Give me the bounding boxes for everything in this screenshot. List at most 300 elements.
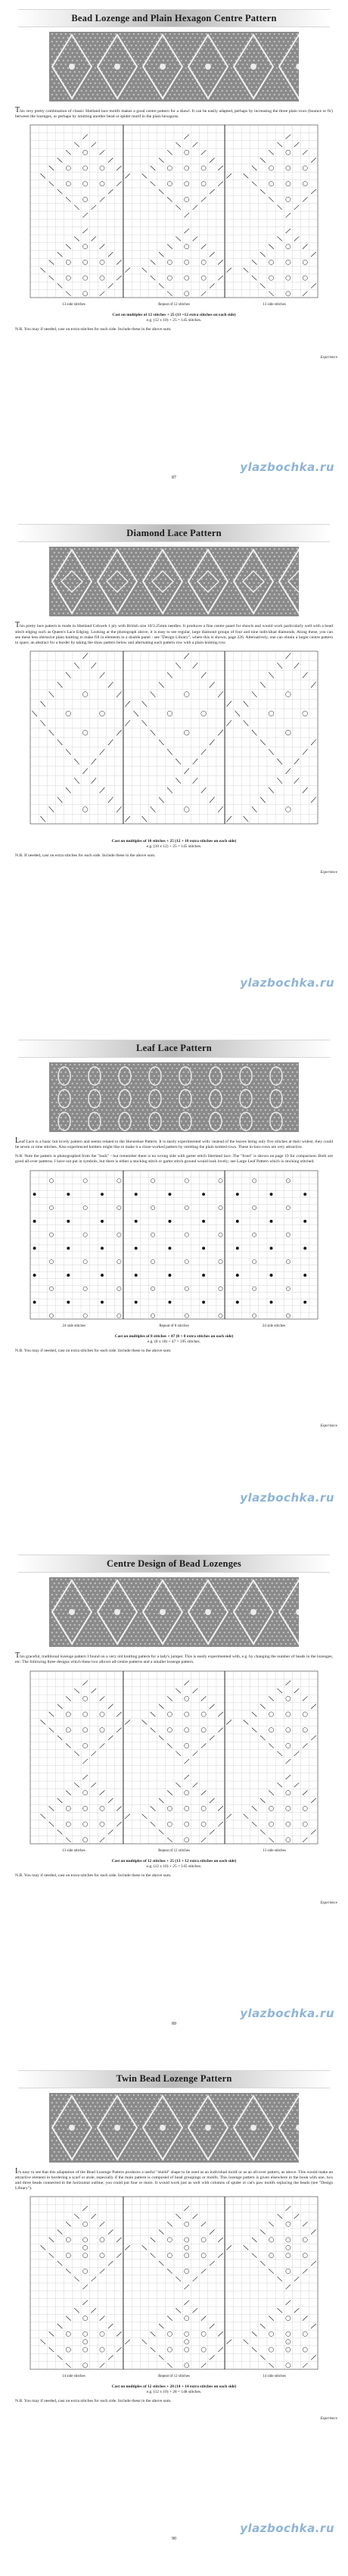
lace-hole xyxy=(217,67,219,69)
lace-hole xyxy=(169,1064,171,1065)
lace-hole xyxy=(58,552,60,554)
lace-hole xyxy=(88,1632,89,1633)
lace-hole xyxy=(226,2097,228,2099)
lace-hole xyxy=(154,2097,155,2099)
pattern-description-note: N.B. Note the pattern is photographed from the "back" - but remember there is no wrong side with garter stitch Shetland lace. The "front" is shown on page 19 for comparison. Both are good all-over patterns. I have not put in symbols, but there is either a stocking stitch or garter stitch ground would look lovely; see Large Leaf Pattern which is stocking stitched. xyxy=(15,1154,333,1165)
lace-hole xyxy=(238,1639,239,1641)
lace-hole xyxy=(215,1624,216,1626)
lace-hole xyxy=(113,582,114,584)
lace-hole xyxy=(124,79,126,80)
lace-hole xyxy=(158,83,160,84)
lace-hole xyxy=(238,48,239,50)
lace-hole xyxy=(63,67,64,69)
lace-hole xyxy=(126,2105,128,2107)
lace-hole xyxy=(140,45,141,46)
lace-hole xyxy=(176,597,178,599)
lace-hole xyxy=(92,609,94,610)
lace-hole xyxy=(120,79,121,80)
lace-hole xyxy=(147,64,148,65)
lace-hole xyxy=(192,1124,194,1126)
lace-hole xyxy=(63,1075,64,1077)
lace-hole xyxy=(156,1071,157,1073)
lace-hole xyxy=(79,1579,80,1580)
lace-hole xyxy=(54,613,55,614)
lace-hole xyxy=(253,1121,255,1122)
lace-hole xyxy=(242,1102,244,1103)
lace-hole xyxy=(226,52,228,54)
lace-hole xyxy=(108,1098,110,1099)
lace-hole xyxy=(215,1102,216,1103)
lace-hole xyxy=(56,1639,57,1641)
lace-hole xyxy=(63,1620,64,1622)
lace-hole xyxy=(201,1586,203,1588)
lace-hole xyxy=(65,1109,67,1111)
lace-hole xyxy=(233,41,235,42)
lace-hole xyxy=(51,1094,53,1096)
lace-hole xyxy=(144,560,146,561)
lace-hole xyxy=(199,37,200,39)
lace-hole xyxy=(56,48,57,50)
lace-hole xyxy=(290,613,291,614)
lace-hole xyxy=(208,1090,210,1092)
repeat-label-left: 13 side stitches xyxy=(62,1848,85,1853)
lace-hole xyxy=(120,601,121,603)
lace-hole xyxy=(242,1064,244,1065)
lace-hole xyxy=(160,1087,162,1088)
lace-hole xyxy=(267,1113,269,1115)
lace-hole xyxy=(106,1609,107,1611)
lace-hole xyxy=(238,1071,239,1073)
lace-hole xyxy=(54,37,55,39)
lace-hole xyxy=(199,2097,200,2099)
lace-hole xyxy=(131,2105,132,2107)
lace-hole xyxy=(269,1624,271,1626)
lace-hole xyxy=(267,613,269,614)
lace-hole xyxy=(297,33,298,35)
lace-hole xyxy=(101,1632,103,1633)
lace-hole xyxy=(272,52,273,54)
lace-hole xyxy=(292,2101,294,2103)
lace-hole xyxy=(222,2105,223,2107)
lace-hole xyxy=(113,1628,114,1629)
lace-hole xyxy=(56,1579,57,1580)
lace-hole xyxy=(131,1636,132,1637)
lace-hole xyxy=(131,98,132,99)
lace-hole xyxy=(256,586,257,588)
lace-hole xyxy=(238,1124,239,1126)
bobble-symbol xyxy=(202,1274,205,1277)
lace-hole xyxy=(122,37,123,39)
lace-hole xyxy=(231,45,232,46)
lace-hole xyxy=(144,2105,146,2107)
lace-hole xyxy=(194,1113,196,1115)
lace-hole xyxy=(174,1124,176,1126)
lace-hole xyxy=(149,98,151,99)
lace-hole xyxy=(226,567,228,569)
lace-hole xyxy=(242,71,244,73)
lace-hole xyxy=(290,1613,291,1614)
lace-hole xyxy=(242,1109,244,1111)
lace-hole xyxy=(253,52,255,54)
lace-hole xyxy=(194,597,196,599)
lace-hole xyxy=(115,1087,117,1088)
lace-hole xyxy=(219,579,221,580)
lace-hole xyxy=(276,83,278,84)
lace-hole xyxy=(231,1083,232,1084)
lace-hole xyxy=(204,45,205,46)
lace-hole xyxy=(249,1628,250,1629)
lace-hole xyxy=(256,1624,257,1626)
lace-hole xyxy=(54,2105,55,2107)
lace-hole xyxy=(222,45,223,46)
lace-hole xyxy=(204,1090,205,1092)
experience-label: Experience xyxy=(320,1901,337,1906)
lace-hole xyxy=(215,594,216,595)
lace-hole xyxy=(99,590,101,591)
lace-hole xyxy=(70,1624,71,1626)
lace-hole xyxy=(197,86,198,88)
lace-hole xyxy=(144,1113,146,1115)
lace-hole xyxy=(219,33,221,35)
lace-hole xyxy=(192,1094,194,1096)
lace-hole xyxy=(185,2105,187,2107)
lace-hole xyxy=(210,586,212,588)
lace-hole xyxy=(269,86,271,88)
lace-hole xyxy=(135,1583,137,1584)
lace-hole xyxy=(92,56,94,58)
lace-hole xyxy=(72,1590,73,1592)
lace-hole xyxy=(169,1094,171,1096)
lace-hole xyxy=(90,37,92,39)
lace-hole xyxy=(215,1601,216,1603)
lace-hole xyxy=(92,2109,94,2110)
lace-hole xyxy=(106,1579,107,1580)
lace-hole xyxy=(156,1102,157,1103)
lace-hole xyxy=(190,52,191,54)
lace-hole xyxy=(292,71,294,73)
lace-hole xyxy=(176,1068,178,1069)
lace-photo xyxy=(49,1062,299,1132)
lace-hole xyxy=(165,86,166,88)
lace-hole xyxy=(194,67,196,69)
lace-hole xyxy=(219,2094,221,2095)
lace-hole xyxy=(294,1598,296,1599)
lace-hole xyxy=(215,1117,216,1118)
pattern-description: This graceful, traditional lozenge pattern I found on a very old knitting pattern for a lady's jumper. This is easily experimented with, e.g. by changing the number of beads in the lozenges, etc. The following three designs which these two allover all-centre patterns and a smaller lozenge pattern. xyxy=(15,1651,333,1665)
lace-hole xyxy=(219,2101,221,2103)
lace-hole xyxy=(290,60,291,61)
lace-hole xyxy=(272,1605,273,1607)
lace-hole xyxy=(217,1620,219,1622)
pattern-description: This very pretty combination of classic Shetland lace motifs makes a good centre pattern for a shawl. It can be easily adapted, perhaps by increasing the three plain rows (bounce or fir) between the lozenges, or perhaps by omitting another bead or spider motif in the plain hexagons. xyxy=(15,106,333,120)
lace-hole xyxy=(176,45,178,46)
cast-on-caption xyxy=(11,1859,337,1870)
lace-hole xyxy=(124,41,126,42)
lace-hole xyxy=(88,2101,89,2103)
lace-hole xyxy=(265,1117,266,1118)
lace-hole xyxy=(260,2101,262,2103)
lace-hole xyxy=(147,1124,148,1126)
lace-hole xyxy=(92,2101,94,2103)
lace-hole xyxy=(228,556,230,557)
lace-hole xyxy=(140,560,141,561)
lace-hole xyxy=(190,1636,191,1637)
lace-hole xyxy=(226,1128,228,1130)
lace-hole xyxy=(242,548,244,550)
lace-hole xyxy=(154,60,155,61)
lace-hole xyxy=(67,1628,69,1629)
lace-hole xyxy=(154,75,155,76)
lace-hole xyxy=(51,548,53,550)
lace-hole xyxy=(242,556,244,557)
lace-hole xyxy=(179,1632,180,1633)
lace-hole xyxy=(242,33,244,35)
lace-hole xyxy=(213,98,214,99)
lace-hole xyxy=(292,94,294,95)
lace-hole xyxy=(256,563,257,565)
lace-hole xyxy=(172,1583,173,1584)
lace-hole xyxy=(247,2094,248,2095)
lace-hole xyxy=(247,48,248,50)
lace-hole xyxy=(144,597,146,599)
lace-hole xyxy=(138,586,139,588)
lace-hole xyxy=(215,1079,216,1081)
lace-hole xyxy=(97,1617,98,1618)
lace-hole xyxy=(113,37,114,39)
lace-hole xyxy=(219,48,221,50)
lace-hole xyxy=(285,1583,287,1584)
lace-hole xyxy=(226,1605,228,1607)
lace-hole xyxy=(88,609,89,610)
lace-hole xyxy=(233,56,235,58)
lace-hole xyxy=(124,1117,126,1118)
lace-hole xyxy=(256,1594,257,1595)
lace-hole xyxy=(126,575,128,576)
repeat-label-mid: Repeat of 12 stitches xyxy=(158,303,190,307)
lace-hole xyxy=(240,1106,241,1107)
lace-hole xyxy=(190,613,191,614)
lace-hole xyxy=(83,1109,85,1111)
lace-hole xyxy=(138,33,139,35)
lace-hole xyxy=(122,582,123,584)
lace-hole xyxy=(247,41,248,42)
lace-hole xyxy=(267,1613,269,1614)
lace-hole xyxy=(65,1594,67,1595)
lace-hole xyxy=(224,1064,225,1065)
lace-hole xyxy=(292,571,294,572)
lace-hole xyxy=(92,1586,94,1588)
lace-hole xyxy=(83,33,85,35)
lace-hole xyxy=(199,552,200,554)
lace-hole xyxy=(240,1090,241,1092)
lace-hole xyxy=(224,41,225,42)
lace-hole xyxy=(58,1590,60,1592)
lace-hole xyxy=(247,563,248,565)
lace-hole xyxy=(110,1079,112,1081)
lace-hole xyxy=(183,1102,185,1103)
lace-hole xyxy=(85,45,87,46)
lace-hole xyxy=(204,1113,205,1115)
lace-hole xyxy=(235,1620,237,1622)
lace-hole xyxy=(67,1598,69,1599)
lace-hole xyxy=(97,1064,98,1065)
lace-hole xyxy=(149,1113,151,1115)
lace-hole xyxy=(179,594,180,595)
lace-hole xyxy=(194,1613,196,1614)
lace-hole xyxy=(294,1121,296,1122)
lace-hole xyxy=(54,1628,55,1629)
lace-hole xyxy=(106,33,107,35)
lace-hole xyxy=(278,563,280,565)
lace-hole xyxy=(206,2094,207,2095)
lace-hole xyxy=(92,1094,94,1096)
lace-hole xyxy=(185,1098,187,1099)
lace-hole xyxy=(204,1605,205,1607)
lace-hole xyxy=(117,1106,119,1107)
lace-hole xyxy=(265,33,266,35)
lace-hole xyxy=(204,1620,205,1622)
lace-hole xyxy=(179,1087,180,1088)
lace-hole xyxy=(233,1617,235,1618)
lace-hole xyxy=(115,563,117,565)
lace-hole xyxy=(188,56,189,58)
lace-hole xyxy=(224,1586,225,1588)
lace-hole xyxy=(154,1083,155,1084)
lace-hole xyxy=(149,1583,151,1584)
lace-hole xyxy=(253,60,255,61)
lace-hole xyxy=(222,567,223,569)
lace-hole xyxy=(242,64,244,65)
lace-hole xyxy=(235,1583,237,1584)
lace-hole xyxy=(167,597,169,599)
lace-hole xyxy=(81,552,82,554)
lace-hole xyxy=(269,571,271,572)
lace-hole xyxy=(267,52,269,54)
lace-hole xyxy=(222,1128,223,1130)
lace-hole xyxy=(129,1586,130,1588)
lace-hole xyxy=(206,1117,207,1118)
lace-hole xyxy=(167,1098,169,1099)
lace-hole xyxy=(269,1639,271,1641)
lace-hole xyxy=(140,567,141,569)
lace-hole xyxy=(160,594,162,595)
lace-hole xyxy=(201,64,203,65)
lace-hole xyxy=(167,1075,169,1077)
lace-hole xyxy=(174,1632,176,1633)
knitting-chart-grid xyxy=(26,123,322,299)
lace-hole xyxy=(144,37,146,39)
lace-hole xyxy=(185,590,187,591)
lace-hole xyxy=(185,1628,187,1629)
lace-hole xyxy=(158,1075,160,1077)
lace-hole xyxy=(281,1583,282,1584)
lace-hole xyxy=(176,1613,178,1614)
lace-hole xyxy=(56,1117,57,1118)
lace-hole xyxy=(90,1628,92,1629)
lace-hole xyxy=(251,56,253,58)
lace-hole xyxy=(258,2097,259,2099)
lace-hole xyxy=(183,2094,185,2095)
lace-hole xyxy=(160,1624,162,1626)
lace-hole xyxy=(83,1579,85,1580)
lace-hole xyxy=(183,79,185,80)
lace-hole xyxy=(208,560,210,561)
lace-hole xyxy=(151,86,153,88)
lace-hole xyxy=(281,90,282,92)
lace-hole xyxy=(192,1609,194,1611)
lace-hole xyxy=(106,1079,107,1081)
lace-hole xyxy=(88,1109,89,1111)
lace-hole xyxy=(135,605,137,607)
lace-hole xyxy=(120,71,121,73)
lace-hole xyxy=(113,1068,114,1069)
lace-hole xyxy=(147,1071,148,1073)
lace-hole xyxy=(188,2101,189,2103)
bobble-symbol xyxy=(135,1300,138,1303)
lace-hole xyxy=(76,582,78,584)
lace-hole xyxy=(74,48,76,50)
lace-hole xyxy=(110,1579,112,1580)
lace-hole xyxy=(74,86,76,88)
lace-hole xyxy=(172,1605,173,1607)
lace-hole xyxy=(274,33,275,35)
lace-hole xyxy=(194,1106,196,1107)
lace-hole xyxy=(106,609,107,610)
lace-hole xyxy=(110,1094,112,1096)
lace-hole xyxy=(95,1620,96,1622)
lace-hole xyxy=(228,1109,230,1111)
lace-hole xyxy=(167,1598,169,1599)
lace-hole xyxy=(79,586,80,588)
lace-hole xyxy=(135,575,137,576)
lace-hole xyxy=(204,37,205,39)
lace-hole xyxy=(272,597,273,599)
lace-hole xyxy=(228,1117,230,1118)
lace-hole xyxy=(231,1121,232,1122)
lace-hole xyxy=(283,1639,284,1641)
lace-hole xyxy=(226,1620,228,1622)
lace-hole xyxy=(110,64,112,65)
lace-hole xyxy=(204,567,205,569)
lace-hole xyxy=(265,94,266,95)
lace-hole xyxy=(92,1087,94,1088)
lace-hole xyxy=(97,1639,98,1641)
lace-hole xyxy=(81,2097,82,2099)
lace-hole xyxy=(56,1071,57,1073)
lace-hole xyxy=(294,1113,296,1115)
lace-hole xyxy=(63,1636,64,1637)
lace-hole xyxy=(156,571,157,572)
lace-hole xyxy=(90,52,92,54)
lace-hole xyxy=(233,1586,235,1588)
lace-hole xyxy=(281,83,282,84)
lace-hole xyxy=(88,2109,89,2110)
lace-hole xyxy=(233,1071,235,1073)
lace-hole xyxy=(287,1117,289,1118)
lace-hole xyxy=(240,2105,241,2107)
lace-hole xyxy=(253,1090,255,1092)
lace-hole xyxy=(278,1624,280,1626)
lace-hole xyxy=(126,1636,128,1637)
lace-hole xyxy=(135,2097,137,2099)
lace-hole xyxy=(278,1594,280,1595)
lace-hole xyxy=(228,579,230,580)
lace-hole xyxy=(76,37,78,39)
lace-hole xyxy=(104,98,105,99)
lace-hole xyxy=(260,79,262,80)
lace-hole xyxy=(147,1117,148,1118)
lace-hole xyxy=(61,41,62,42)
